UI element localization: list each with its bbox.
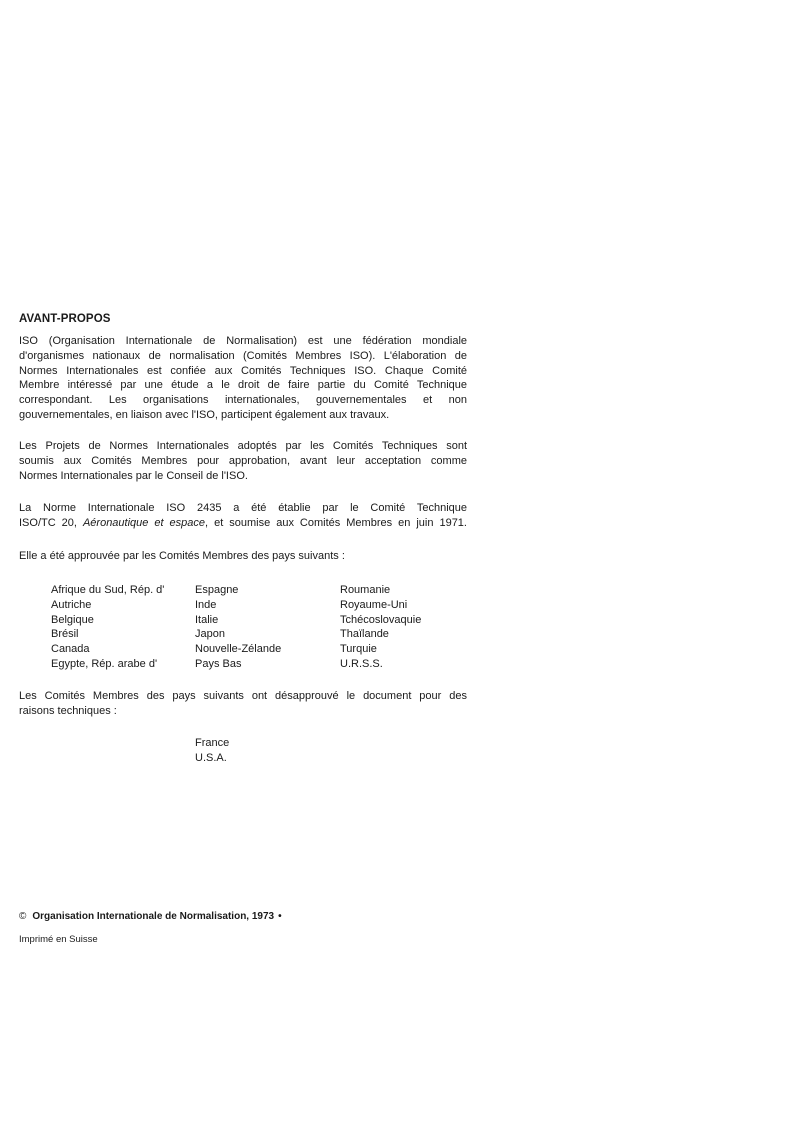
country-item: Royaume-Uni: [340, 598, 408, 611]
text-line: gouvernementales, en liaison avec l'ISO, participent également aux travaux.: [19, 408, 390, 421]
disapproval-intro: [19, 689, 467, 719]
country-column: [340, 583, 421, 672]
text-line: Les Projets de Normes Internationales adoptés par les Comités Techniques sont: [19, 440, 467, 452]
country-item: Canada: [51, 643, 90, 656]
foreword-paragraph-iso: [19, 334, 467, 423]
text-line: ISO (Organisation Internationale de Normalisation) est une fédération mondiale: [19, 335, 467, 347]
foreword-paragraph-standard: [19, 501, 467, 531]
country-item: France: [195, 737, 230, 749]
text-line: [19, 516, 467, 531]
country-item: Thaïlande: [340, 628, 389, 641]
text-line: Elle a été approuvée par les Comités Membres des pays suivants :: [19, 550, 345, 562]
country-item: Egypte, Rép. arabe d': [51, 657, 158, 670]
copyright-notice: [19, 911, 282, 922]
text-line: La Norme Internationale ISO 2435 a été établie par le Comité Technique: [19, 502, 467, 514]
copyright-symbol: ©: [19, 911, 27, 922]
text-line: d'organismes nationaux de normalisation (Comités Membres ISO). L'élaboration de: [19, 349, 467, 362]
country-item: Inde: [195, 598, 217, 611]
country-item: Brésil: [51, 628, 79, 641]
text-line: Membre intéressé par une étude a le droit de faire partie du Comité Technique: [19, 379, 467, 392]
text-line: raisons techniques :: [19, 704, 117, 717]
country-item: Japon: [195, 628, 225, 641]
copyright-text: Organisation Internationale de Normalisation, 1973: [32, 911, 275, 922]
country-item: Italie: [195, 613, 219, 626]
country-item: Nouvelle-Zélande: [195, 643, 282, 656]
country-item: Autriche: [51, 598, 92, 611]
text-line: Les Comités Membres des pays suivants ont désapprouvé le document pour des: [19, 690, 467, 702]
text-line: Normes Internationales est confiée aux Comités Techniques ISO. Chaque Comité: [19, 364, 467, 377]
foreword-paragraph-drafts: [19, 439, 467, 483]
committee-ref: ISO/TC 20,: [19, 516, 83, 529]
country-item: Tchécoslovaquie: [340, 613, 422, 626]
text-line: soumis aux Comités Membres pour approbation, avant leur acceptation comme: [19, 454, 467, 467]
country-column: [195, 583, 281, 672]
country-item: Afrique du Sud, Rép. d': [51, 584, 165, 596]
country-item: Pays Bas: [195, 657, 242, 670]
disapproving-countries-list: [195, 736, 229, 766]
country-item: U.S.A.: [195, 751, 227, 764]
text-line: correspondant. Les organisations internationales, gouvernementales et non: [19, 394, 467, 407]
country-item: U.R.S.S.: [340, 657, 383, 670]
country-item: Roumanie: [340, 584, 391, 596]
section-heading: AVANT-PROPOS: [19, 313, 111, 325]
approval-intro: [19, 549, 467, 564]
country-item: Turquie: [340, 643, 377, 656]
committee-title: Aéronautique et espace: [82, 516, 206, 529]
country-column: [51, 583, 164, 672]
country-item: Belgique: [51, 613, 94, 626]
text-line: Normes Internationales par le Conseil de l'ISO.: [19, 469, 248, 482]
bullet-mark: •: [278, 911, 282, 922]
printed-in-notice: Imprimé en Suisse: [19, 934, 98, 945]
country-item: Espagne: [195, 584, 239, 596]
submission-text: , et soumise aux Comités Membres en juin 1971.: [205, 516, 467, 529]
